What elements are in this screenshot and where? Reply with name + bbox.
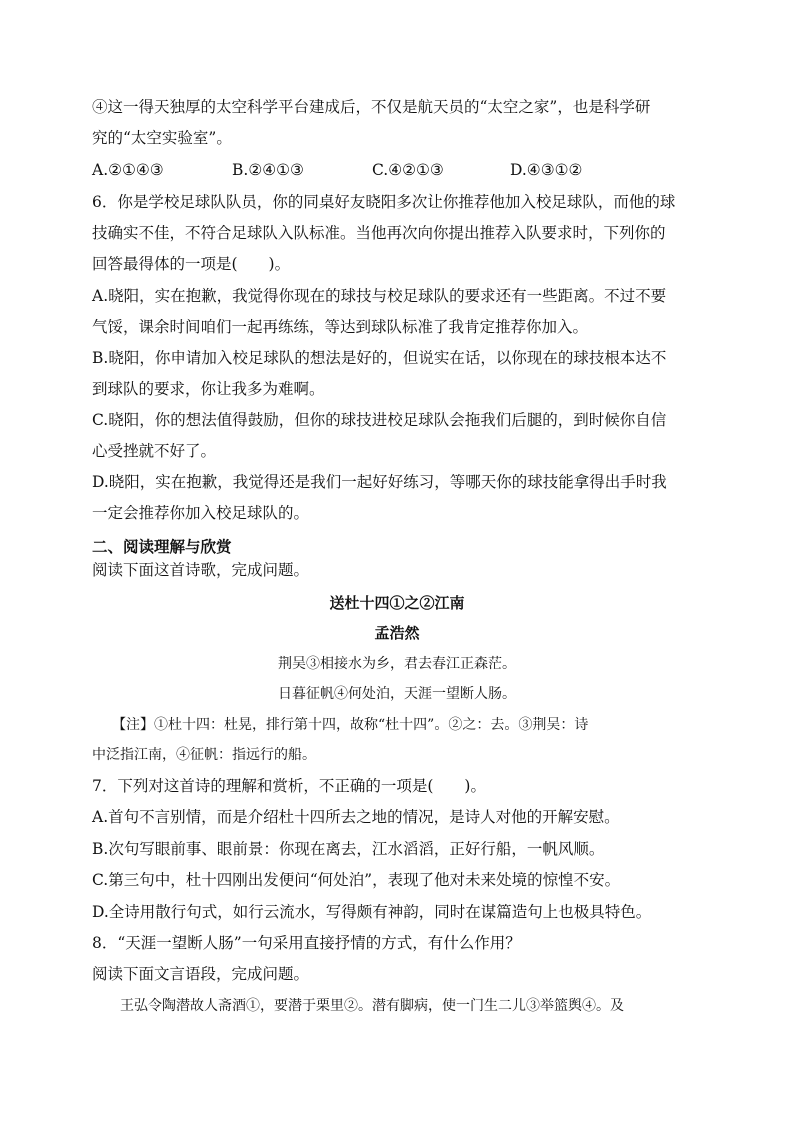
poem-author: 孟浩然: [374, 624, 420, 642]
q6-option-c-line1: C.晓阳，你的想法值得鼓励，但你的球技进校足球队会拖我们后腿的，到时候你自信: [92, 411, 667, 429]
q6-option-b-line2: 到球队的要求，你让我多为难啊。: [92, 380, 325, 398]
poem-note-line1: 【注】①杜十四：杜晃，排行第十四，故称“杜十四”。②之：去。③荆吴：诗: [112, 717, 589, 733]
poem-title: 送杜十四①之②江南: [329, 594, 465, 612]
q7-option-a: A.首句不言别情，而是介绍杜十四所去之地的情况，是诗人对他的开解安慰。: [92, 808, 620, 826]
q5-option-c: C.④②①③: [372, 161, 444, 179]
q6-option-d-line2: 一定会推荐你加入校足球队的。: [92, 504, 310, 522]
q7-stem: 7．下列对这首诗的理解和赏析，不正确的一项是( )。: [92, 777, 486, 795]
q6-stem-line2: 技确实不佳，不符合足球队入队标准。当他再次向你提出推荐入队要求时，下列你的: [92, 224, 666, 242]
q8-stem: 8．“天涯一望断人肠”一句采用直接抒情的方式，有什么作用？: [92, 934, 521, 952]
q6-option-a-line2: 气馁，课余时间咱们一起再练练，等达到球队标准了我肯定推荐你加入。: [92, 318, 589, 336]
q5-option-b: B.②④①③: [232, 161, 304, 179]
classical-intro: 阅读下面文言语段，完成问题。: [92, 965, 310, 983]
q6-option-c-line2: 心受挫就不好了。: [92, 442, 217, 460]
section-heading: 二、阅读理解与欣赏: [92, 538, 232, 556]
q6-stem-line3: 回答最得体的一项是( )。: [92, 255, 291, 273]
q6-option-b-line1: B.晓阳，你申请加入校足球队的想法是好的，但说实在话，以你现在的球技根本达不: [92, 349, 667, 367]
q5-option-a: A.②①④③: [92, 161, 164, 179]
classical-text-line1: 王弘令陶潜故人斋酒①，要潜于栗里②。潜有脚病，使一门生二儿③举篮舆④。及: [120, 998, 624, 1014]
q6-option-d-line1: D.晓阳，实在抱歉，我觉得还是我们一起好好练习，等哪天你的球技能拿得出手时我: [92, 473, 667, 491]
q7-option-d: D.全诗用散行句式，如行云流水，写得颇有神韵，同时在谋篇造句上也极具特色。: [92, 903, 652, 921]
q6-option-a-line1: A.晓阳，实在抱歉，我觉得你现在的球技与校足球队的要求还有一些距离。不过不要: [92, 287, 667, 305]
poem-line1: 荆吴③相接水为乡，君去春江正森茫。: [278, 656, 516, 672]
q5-option-d: D.④③①②: [510, 161, 583, 179]
q7-option-c: C.第三句中，杜十四刚出发便问“何处泊”，表现了他对未来处境的惊惶不安。: [92, 871, 621, 889]
q6-stem-line1: 6．你是学校足球队队员，你的同桌好友晓阳多次让你推荐他加入校足球队，而他的球: [92, 193, 676, 211]
q5-item4-line2: 究的“太空实验室”。: [92, 129, 232, 147]
q5-item4-line1: ④这一得天独厚的太空科学平台建成后，不仅是航天员的“太空之家”，也是科学研: [92, 98, 651, 116]
q7-option-b: B.次句写眼前事、眼前景：你现在离去，江水滔滔，正好行船，一帆风顺。: [92, 840, 605, 858]
poem-intro: 阅读下面这首诗歌，完成问题。: [92, 561, 310, 579]
poem-line2: 日暮征帆④何处泊，天涯一望断人肠。: [278, 686, 516, 702]
poem-note-line2: 中泛指江南，④征帆：指远行的船。: [92, 747, 316, 763]
